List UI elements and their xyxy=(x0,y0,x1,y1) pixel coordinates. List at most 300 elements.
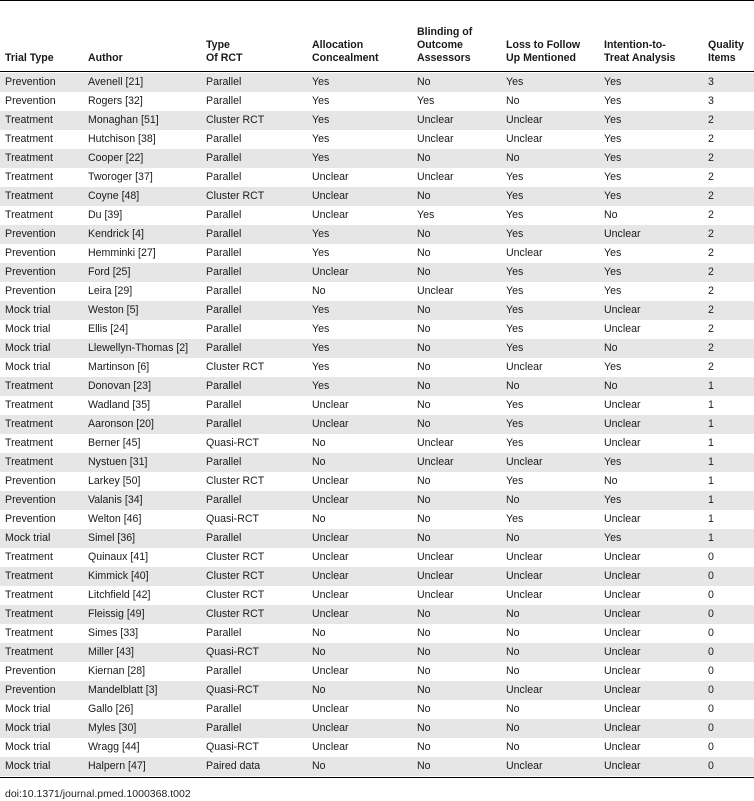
cell-rct-type: Parallel xyxy=(206,342,242,354)
cell-rct-type: Cluster RCT xyxy=(206,475,265,487)
cell-trial-type: Treatment xyxy=(5,152,53,164)
table-row xyxy=(0,187,754,206)
cell-rct-type: Quasi-RCT xyxy=(206,684,259,696)
cell-blinding: Unclear xyxy=(417,589,454,601)
cell-author: Gallo [26] xyxy=(88,703,134,715)
table-row xyxy=(0,149,754,168)
cell-author: Rogers [32] xyxy=(88,95,143,107)
cell-itt: Unclear xyxy=(604,513,641,525)
table-row xyxy=(0,548,754,567)
cell-itt: No xyxy=(604,342,618,354)
cell-loss-to-follow-up: Yes xyxy=(506,266,524,278)
cell-rct-type: Parallel xyxy=(206,323,242,335)
cell-allocation: Yes xyxy=(312,228,330,240)
cell-rct-type: Cluster RCT xyxy=(206,570,265,582)
cell-author: Aaronson [20] xyxy=(88,418,154,430)
cell-rct-type: Quasi-RCT xyxy=(206,646,259,658)
cell-allocation: Unclear xyxy=(312,190,349,202)
cell-blinding: Yes xyxy=(417,209,435,221)
cell-allocation: No xyxy=(312,456,326,468)
cell-trial-type: Mock trial xyxy=(5,760,51,772)
cell-blinding: No xyxy=(417,494,431,506)
cell-author: Halpern [47] xyxy=(88,760,146,772)
cell-allocation: No xyxy=(312,513,326,525)
cell-trial-type: Treatment xyxy=(5,399,53,411)
table-row xyxy=(0,225,754,244)
cell-trial-type: Mock trial xyxy=(5,722,51,734)
table-row xyxy=(0,624,754,643)
cell-loss-to-follow-up: Yes xyxy=(506,304,524,316)
table-row xyxy=(0,719,754,738)
cell-allocation: No xyxy=(312,646,326,658)
cell-itt: Unclear xyxy=(604,665,641,677)
cell-quality-items: 1 xyxy=(708,456,714,468)
cell-blinding: Unclear xyxy=(417,114,454,126)
cell-author: Berner [45] xyxy=(88,437,141,449)
cell-allocation: Unclear xyxy=(312,494,349,506)
cell-blinding: No xyxy=(417,266,431,278)
cell-trial-type: Prevention xyxy=(5,95,56,107)
cell-quality-items: 2 xyxy=(708,114,714,126)
cell-blinding: Unclear xyxy=(417,437,454,449)
cell-trial-type: Treatment xyxy=(5,437,53,449)
cell-blinding: Unclear xyxy=(417,570,454,582)
cell-allocation: Yes xyxy=(312,361,330,373)
cell-trial-type: Treatment xyxy=(5,589,53,601)
table-row xyxy=(0,757,754,776)
cell-loss-to-follow-up: Unclear xyxy=(506,589,543,601)
header-loss-to-follow-up: Loss to Follow Up Mentioned xyxy=(506,39,581,64)
cell-rct-type: Cluster RCT xyxy=(206,190,265,202)
cell-loss-to-follow-up: No xyxy=(506,665,520,677)
cell-allocation: Unclear xyxy=(312,551,349,563)
cell-trial-type: Mock trial xyxy=(5,532,51,544)
header-trial-type: Trial Type xyxy=(5,52,54,64)
cell-blinding: No xyxy=(417,703,431,715)
cell-itt: Unclear xyxy=(604,570,641,582)
cell-quality-items: 0 xyxy=(708,722,714,734)
header-type-of-rct: Type Of RCT xyxy=(206,39,243,64)
cell-author: Ellis [24] xyxy=(88,323,129,335)
table-row xyxy=(0,339,754,358)
cell-quality-items: 2 xyxy=(708,323,714,335)
cell-itt: Unclear xyxy=(604,437,641,449)
cell-loss-to-follow-up: No xyxy=(506,152,520,164)
cell-trial-type: Prevention xyxy=(5,665,56,677)
cell-blinding: No xyxy=(417,532,431,544)
cell-blinding: No xyxy=(417,76,431,88)
table-row xyxy=(0,301,754,320)
table-body xyxy=(0,73,754,776)
cell-loss-to-follow-up: Unclear xyxy=(506,114,543,126)
cell-rct-type: Parallel xyxy=(206,247,242,259)
table-row xyxy=(0,168,754,187)
cell-allocation: Yes xyxy=(312,342,330,354)
cell-allocation: No xyxy=(312,627,326,639)
cell-itt: Unclear xyxy=(604,608,641,620)
cell-author: Fleissig [49] xyxy=(88,608,145,620)
cell-author: Du [39] xyxy=(88,209,123,221)
cell-blinding: No xyxy=(417,741,431,753)
cell-trial-type: Prevention xyxy=(5,285,56,297)
cell-blinding: No xyxy=(417,323,431,335)
cell-blinding: No xyxy=(417,342,431,354)
cell-itt: Unclear xyxy=(604,760,641,772)
cell-trial-type: Treatment xyxy=(5,209,53,221)
cell-quality-items: 2 xyxy=(708,209,714,221)
cell-trial-type: Treatment xyxy=(5,133,53,145)
cell-itt: Yes xyxy=(604,76,622,88)
cell-allocation: Yes xyxy=(312,380,330,392)
cell-loss-to-follow-up: No xyxy=(506,722,520,734)
cell-trial-type: Mock trial xyxy=(5,304,51,316)
cell-itt: Unclear xyxy=(604,323,641,335)
cell-trial-type: Treatment xyxy=(5,627,53,639)
cell-trial-type: Prevention xyxy=(5,684,56,696)
cell-trial-type: Treatment xyxy=(5,570,53,582)
cell-author: Monaghan [51] xyxy=(88,114,159,126)
cell-allocation: Unclear xyxy=(312,722,349,734)
cell-quality-items: 0 xyxy=(708,646,714,658)
table-row xyxy=(0,73,754,92)
table-row xyxy=(0,206,754,225)
cell-allocation: Unclear xyxy=(312,665,349,677)
cell-author: Martinson [6] xyxy=(88,361,150,373)
cell-rct-type: Quasi-RCT xyxy=(206,437,259,449)
cell-blinding: No xyxy=(417,399,431,411)
cell-rct-type: Parallel xyxy=(206,152,242,164)
cell-loss-to-follow-up: Unclear xyxy=(506,133,543,145)
cell-quality-items: 2 xyxy=(708,247,714,259)
cell-blinding: No xyxy=(417,684,431,696)
cell-loss-to-follow-up: No xyxy=(506,95,520,107)
cell-rct-type: Parallel xyxy=(206,722,242,734)
cell-quality-items: 0 xyxy=(708,703,714,715)
cell-allocation: Unclear xyxy=(312,703,349,715)
cell-allocation: No xyxy=(312,760,326,772)
cell-blinding: No xyxy=(417,608,431,620)
cell-quality-items: 0 xyxy=(708,627,714,639)
cell-loss-to-follow-up: Unclear xyxy=(506,570,543,582)
cell-author: Myles [30] xyxy=(88,722,137,734)
cell-rct-type: Parallel xyxy=(206,133,242,145)
cell-allocation: Yes xyxy=(312,247,330,259)
cell-allocation: Yes xyxy=(312,304,330,316)
cell-blinding: No xyxy=(417,190,431,202)
cell-author: Kimmick [40] xyxy=(88,570,149,582)
cell-blinding: No xyxy=(417,627,431,639)
cell-rct-type: Quasi-RCT xyxy=(206,741,259,753)
cell-trial-type: Treatment xyxy=(5,608,53,620)
cell-author: Wragg [44] xyxy=(88,741,140,753)
cell-author: Avenell [21] xyxy=(88,76,144,88)
cell-author: Welton [46] xyxy=(88,513,142,525)
cell-author: Quinaux [41] xyxy=(88,551,149,563)
cell-author: Nystuen [31] xyxy=(88,456,148,468)
cell-quality-items: 2 xyxy=(708,285,714,297)
cell-loss-to-follow-up: Yes xyxy=(506,513,524,525)
header-blinding: Blinding of Outcome Assessors xyxy=(417,26,473,64)
cell-trial-type: Treatment xyxy=(5,190,53,202)
cell-itt: Yes xyxy=(604,361,622,373)
cell-rct-type: Parallel xyxy=(206,703,242,715)
cell-rct-type: Cluster RCT xyxy=(206,551,265,563)
cell-itt: Yes xyxy=(604,152,622,164)
cell-author: Kendrick [4] xyxy=(88,228,144,240)
cell-quality-items: 2 xyxy=(708,152,714,164)
cell-quality-items: 2 xyxy=(708,266,714,278)
cell-loss-to-follow-up: Yes xyxy=(506,399,524,411)
cell-quality-items: 0 xyxy=(708,760,714,772)
cell-blinding: Unclear xyxy=(417,456,454,468)
doi-footnote: doi:10.1371/journal.pmed.1000368.t002 xyxy=(5,788,191,800)
cell-loss-to-follow-up: Yes xyxy=(506,190,524,202)
cell-rct-type: Quasi-RCT xyxy=(206,513,259,525)
table-row xyxy=(0,510,754,529)
cell-quality-items: 0 xyxy=(708,684,714,696)
cell-rct-type: Parallel xyxy=(206,532,242,544)
table-row xyxy=(0,529,754,548)
cell-rct-type: Parallel xyxy=(206,266,242,278)
cell-blinding: No xyxy=(417,665,431,677)
cell-quality-items: 2 xyxy=(708,228,714,240)
cell-trial-type: Prevention xyxy=(5,513,56,525)
cell-rct-type: Cluster RCT xyxy=(206,608,265,620)
cell-blinding: Unclear xyxy=(417,171,454,183)
cell-rct-type: Parallel xyxy=(206,456,242,468)
cell-loss-to-follow-up: Yes xyxy=(506,475,524,487)
cell-author: Ford [25] xyxy=(88,266,131,278)
cell-quality-items: 2 xyxy=(708,133,714,145)
cell-quality-items: 0 xyxy=(708,551,714,563)
cell-trial-type: Mock trial xyxy=(5,323,51,335)
cell-trial-type: Prevention xyxy=(5,266,56,278)
cell-loss-to-follow-up: No xyxy=(506,608,520,620)
cell-trial-type: Treatment xyxy=(5,551,53,563)
cell-trial-type: Treatment xyxy=(5,646,53,658)
table-row xyxy=(0,320,754,339)
cell-author: Valanis [34] xyxy=(88,494,143,506)
header-quality-items: Quality Items xyxy=(708,39,744,64)
cell-loss-to-follow-up: Yes xyxy=(506,76,524,88)
cell-itt: Unclear xyxy=(604,589,641,601)
cell-trial-type: Mock trial xyxy=(5,361,51,373)
cell-itt: Yes xyxy=(604,494,622,506)
cell-quality-items: 0 xyxy=(708,608,714,620)
cell-blinding: No xyxy=(417,247,431,259)
cell-trial-type: Mock trial xyxy=(5,703,51,715)
cell-author: Miller [43] xyxy=(88,646,134,658)
cell-quality-items: 1 xyxy=(708,532,714,544)
cell-author: Tworoger [37] xyxy=(88,171,153,183)
cell-trial-type: Treatment xyxy=(5,380,53,392)
cell-quality-items: 0 xyxy=(708,570,714,582)
cell-rct-type: Cluster RCT xyxy=(206,114,265,126)
cell-author: Llewellyn-Thomas [2] xyxy=(88,342,189,354)
cell-allocation: Yes xyxy=(312,152,330,164)
cell-itt: Yes xyxy=(604,285,622,297)
cell-loss-to-follow-up: Yes xyxy=(506,323,524,335)
table-row xyxy=(0,662,754,681)
cell-author: Kiernan [28] xyxy=(88,665,146,677)
cell-itt: Yes xyxy=(604,114,622,126)
cell-blinding: Unclear xyxy=(417,133,454,145)
table-row xyxy=(0,700,754,719)
table-row xyxy=(0,92,754,111)
cell-quality-items: 1 xyxy=(708,380,714,392)
table-row xyxy=(0,282,754,301)
cell-author: Donovan [23] xyxy=(88,380,152,392)
cell-loss-to-follow-up: Yes xyxy=(506,437,524,449)
cell-quality-items: 1 xyxy=(708,494,714,506)
cell-blinding: No xyxy=(417,418,431,430)
cell-itt: Unclear xyxy=(604,418,641,430)
cell-rct-type: Paired data xyxy=(206,760,261,772)
table-row xyxy=(0,643,754,662)
cell-quality-items: 2 xyxy=(708,361,714,373)
table-row xyxy=(0,130,754,149)
cell-quality-items: 1 xyxy=(708,475,714,487)
cell-blinding: No xyxy=(417,475,431,487)
cell-itt: Yes xyxy=(604,456,622,468)
cell-quality-items: 0 xyxy=(708,589,714,601)
table-row xyxy=(0,358,754,377)
cell-trial-type: Treatment xyxy=(5,171,53,183)
cell-blinding: No xyxy=(417,361,431,373)
cell-allocation: Unclear xyxy=(312,475,349,487)
cell-quality-items: 1 xyxy=(708,418,714,430)
cell-allocation: Unclear xyxy=(312,570,349,582)
cell-author: Hemminki [27] xyxy=(88,247,156,259)
cell-rct-type: Parallel xyxy=(206,228,242,240)
cell-itt: Yes xyxy=(604,95,622,107)
header-allocation-concealment: Allocation Concealment xyxy=(312,39,379,64)
cell-rct-type: Parallel xyxy=(206,304,242,316)
cell-trial-type: Prevention xyxy=(5,475,56,487)
cell-rct-type: Parallel xyxy=(206,627,242,639)
table-row xyxy=(0,396,754,415)
table-row xyxy=(0,605,754,624)
cell-allocation: No xyxy=(312,285,326,297)
cell-allocation: Yes xyxy=(312,95,330,107)
cell-allocation: Yes xyxy=(312,114,330,126)
cell-author: Leira [29] xyxy=(88,285,133,297)
cell-quality-items: 2 xyxy=(708,304,714,316)
cell-loss-to-follow-up: Yes xyxy=(506,342,524,354)
cell-itt: Unclear xyxy=(604,304,641,316)
cell-rct-type: Cluster RCT xyxy=(206,361,265,373)
cell-loss-to-follow-up: Yes xyxy=(506,285,524,297)
cell-loss-to-follow-up: No xyxy=(506,627,520,639)
cell-trial-type: Prevention xyxy=(5,228,56,240)
table-row xyxy=(0,415,754,434)
cell-allocation: Unclear xyxy=(312,532,349,544)
cell-itt: Unclear xyxy=(604,684,641,696)
cell-itt: Yes xyxy=(604,133,622,145)
cell-allocation: Unclear xyxy=(312,399,349,411)
cell-itt: Unclear xyxy=(604,722,641,734)
table-row xyxy=(0,111,754,130)
cell-trial-type: Mock trial xyxy=(5,741,51,753)
table-row xyxy=(0,472,754,491)
cell-rct-type: Parallel xyxy=(206,418,242,430)
cell-blinding: No xyxy=(417,646,431,658)
table-row xyxy=(0,244,754,263)
cell-quality-items: 2 xyxy=(708,190,714,202)
cell-itt: Unclear xyxy=(604,703,641,715)
cell-quality-items: 2 xyxy=(708,171,714,183)
cell-loss-to-follow-up: No xyxy=(506,741,520,753)
cell-itt: Unclear xyxy=(604,627,641,639)
cell-loss-to-follow-up: Unclear xyxy=(506,361,543,373)
cell-loss-to-follow-up: Unclear xyxy=(506,247,543,259)
table-row xyxy=(0,434,754,453)
cell-trial-type: Prevention xyxy=(5,76,56,88)
cell-author: Wadland [35] xyxy=(88,399,151,411)
cell-loss-to-follow-up: No xyxy=(506,380,520,392)
table-header xyxy=(0,24,754,70)
cell-trial-type: Mock trial xyxy=(5,342,51,354)
cell-allocation: Unclear xyxy=(312,741,349,753)
cell-rct-type: Parallel xyxy=(206,399,242,411)
table-bottom-rule xyxy=(0,777,754,778)
cell-loss-to-follow-up: Unclear xyxy=(506,684,543,696)
table-row xyxy=(0,681,754,700)
cell-blinding: No xyxy=(417,760,431,772)
header-author: Author xyxy=(88,52,123,64)
table-row xyxy=(0,453,754,472)
cell-itt: Yes xyxy=(604,171,622,183)
cell-rct-type: Parallel xyxy=(206,95,242,107)
header-intention-to-treat: Intention-to- Treat Analysis xyxy=(604,39,676,64)
cell-loss-to-follow-up: Yes xyxy=(506,171,524,183)
cell-allocation: Unclear xyxy=(312,209,349,221)
cell-quality-items: 1 xyxy=(708,513,714,525)
cell-author: Coyne [48] xyxy=(88,190,140,202)
table-top-rule xyxy=(0,0,754,1)
cell-itt: Unclear xyxy=(604,399,641,411)
cell-quality-items: 0 xyxy=(708,741,714,753)
cell-allocation: No xyxy=(312,684,326,696)
cell-loss-to-follow-up: No xyxy=(506,646,520,658)
table-row xyxy=(0,377,754,396)
cell-author: Simes [33] xyxy=(88,627,139,639)
cell-trial-type: Treatment xyxy=(5,418,53,430)
cell-quality-items: 0 xyxy=(708,665,714,677)
cell-allocation: Unclear xyxy=(312,266,349,278)
cell-rct-type: Cluster RCT xyxy=(206,589,265,601)
cell-blinding: Unclear xyxy=(417,285,454,297)
cell-trial-type: Prevention xyxy=(5,247,56,259)
cell-itt: Yes xyxy=(604,532,622,544)
cell-loss-to-follow-up: Unclear xyxy=(506,456,543,468)
cell-author: Larkey [50] xyxy=(88,475,141,487)
cell-allocation: Yes xyxy=(312,76,330,88)
cell-quality-items: 2 xyxy=(708,342,714,354)
cell-blinding: No xyxy=(417,228,431,240)
cell-allocation: Unclear xyxy=(312,171,349,183)
cell-loss-to-follow-up: Yes xyxy=(506,209,524,221)
cell-allocation: Unclear xyxy=(312,608,349,620)
cell-blinding: No xyxy=(417,722,431,734)
cell-trial-type: Treatment xyxy=(5,114,53,126)
cell-blinding: No xyxy=(417,152,431,164)
cell-blinding: Unclear xyxy=(417,551,454,563)
cell-rct-type: Parallel xyxy=(206,209,242,221)
cell-author: Hutchison [38] xyxy=(88,133,156,145)
cell-loss-to-follow-up: Unclear xyxy=(506,760,543,772)
cell-itt: No xyxy=(604,475,618,487)
